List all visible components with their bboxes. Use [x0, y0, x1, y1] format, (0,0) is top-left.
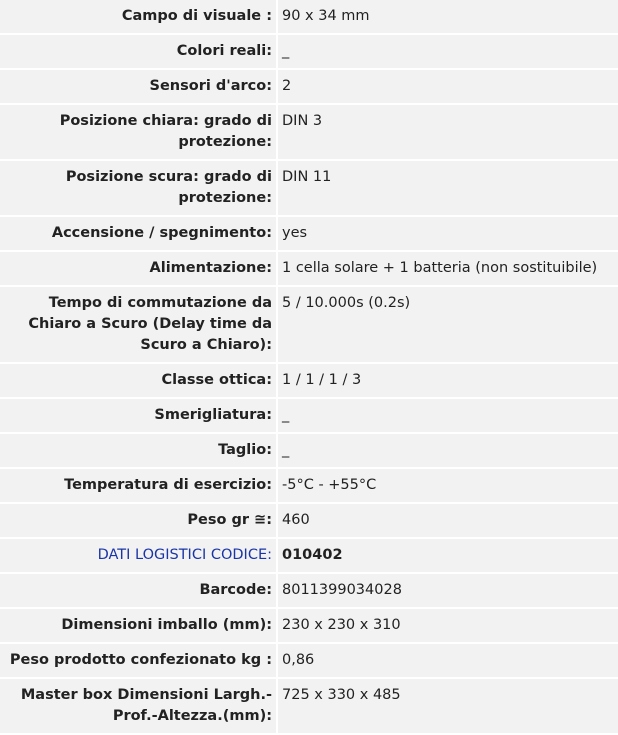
spec-row-dimensioni-imballo	[0, 609, 618, 644]
spec-value: 230 x 230 x 310	[278, 609, 618, 642]
spec-value: 460	[278, 504, 618, 537]
spec-value: _	[278, 434, 618, 467]
spec-row-posizione-scura	[0, 161, 618, 217]
spec-label: Peso gr ≅:	[0, 504, 276, 537]
spec-value: 1 / 1 / 1 / 3	[278, 364, 618, 397]
spec-label: Tempo di commutazione da Chiaro a Scuro (Delay time da Scuro a Chiaro):	[0, 287, 276, 362]
spec-label: Colori reali:	[0, 35, 276, 68]
spec-label: DATI LOGISTICI CODICE:	[0, 539, 276, 572]
spec-row-posizione-chiara	[0, 105, 618, 161]
spec-row-tempo-commutazione	[0, 287, 618, 364]
spec-row-accensione	[0, 217, 618, 252]
spec-value: 010402	[278, 539, 618, 572]
spec-label: Classe ottica:	[0, 364, 276, 397]
spec-label: Sensori d'arco:	[0, 70, 276, 103]
spec-row-peso-confezionato	[0, 644, 618, 679]
spec-value: 2	[278, 70, 618, 103]
spec-label: Posizione chiara: grado di protezione:	[0, 105, 276, 159]
spec-label: Dimensioni imballo (mm):	[0, 609, 276, 642]
spec-label: Peso prodotto confezionato kg :	[0, 644, 276, 677]
spec-label: Campo di visuale :	[0, 0, 276, 33]
spec-value: 1 cella solare + 1 batteria (non sostituibile)	[278, 252, 618, 285]
spec-value: yes	[278, 217, 618, 250]
spec-label: Master box Dimensioni Largh.-Prof.-Altezza.(mm):	[0, 679, 276, 733]
spec-row-barcode	[0, 574, 618, 609]
spec-value: 90 x 34 mm	[278, 0, 618, 33]
spec-label: Accensione / spegnimento:	[0, 217, 276, 250]
spec-value: 8011399034028	[278, 574, 618, 607]
spec-label: Posizione scura: grado di protezione:	[0, 161, 276, 215]
spec-label: Temperatura di esercizio:	[0, 469, 276, 502]
spec-label: Smerigliatura:	[0, 399, 276, 432]
spec-row-dati-logistici	[0, 539, 618, 574]
spec-value: 725 x 330 x 485	[278, 679, 618, 733]
spec-value: DIN 3	[278, 105, 618, 159]
spec-label: Alimentazione:	[0, 252, 276, 285]
spec-value: _	[278, 399, 618, 432]
spec-value: 5 / 10.000s (0.2s)	[278, 287, 618, 362]
spec-row-sensori-arco	[0, 70, 618, 105]
spec-row-taglio	[0, 434, 618, 469]
spec-value: _	[278, 35, 618, 68]
spec-row-master-box	[0, 679, 618, 735]
spec-value: DIN 11	[278, 161, 618, 215]
spec-value: 0,86	[278, 644, 618, 677]
spec-row-colori-reali	[0, 35, 618, 70]
spec-label: Barcode:	[0, 574, 276, 607]
spec-row-smerigliatura	[0, 399, 618, 434]
spec-label: Taglio:	[0, 434, 276, 467]
spec-row-classe-ottica	[0, 364, 618, 399]
spec-value: -5°C - +55°C	[278, 469, 618, 502]
spec-row-campo-visuale	[0, 0, 618, 35]
spec-row-temperatura	[0, 469, 618, 504]
spec-row-alimentazione	[0, 252, 618, 287]
spec-row-peso	[0, 504, 618, 539]
